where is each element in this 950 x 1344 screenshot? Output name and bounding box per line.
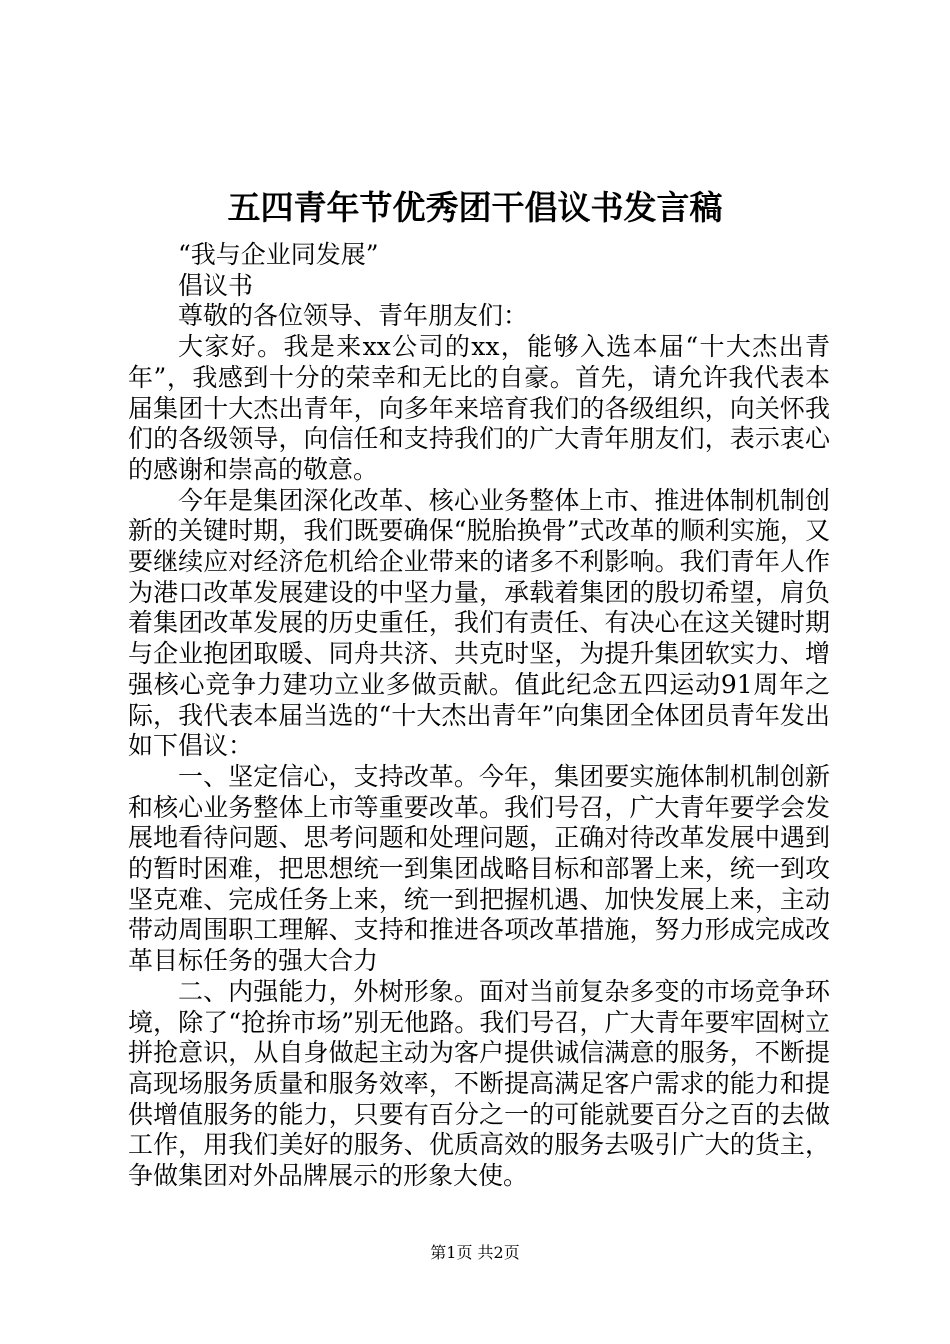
paragraph-heading: 倡议书 <box>178 270 254 300</box>
document-title: 五四青年节优秀团干倡议书发言稿 <box>227 188 723 227</box>
document-body <box>128 240 830 1192</box>
paragraph-proposal-one: 一、坚定信心，支持改革。今年，集团要实施体制机制创新和核心业务整体上市等重要改革。我们号召，广大青年要学会发展地看待问题、思考问题和处理问题，正确对待改革发展中遇到的暂时困难，把思想统一到集团战略目标和部署上来，统一到攻坚克难、完成任务上来，统一到把握机遇、加快发展上来，主动带动周围职工理解、支持和推进各项改革措施，努力形成完成改革目标任务的强大合力 <box>128 761 830 976</box>
paragraph-proposal-two: 二、内强能力，外树形象。面对当前复杂多变的市场竞争环境，除了“抢拚市场”别无他路。我们号召，广大青年要牢固树立拼抢意识，从自身做起主动为客户提供诚信满意的服务，不断提高现场服务质量和服务效率，不断提高满足客户需求的能力和提供增值服务的能力，只要有百分之一的可能就要百分之百的去做工作，用我们美好的服务、优质高效的服务去吸引广大的货主，争做集团对外品牌展示的形象大使。 <box>128 976 830 1191</box>
paragraph-slogan: “我与企业同发展” <box>178 240 379 269</box>
paragraph-greeting: 大家好。我是来xx公司的xx，能够入选本届“十大杰出青年”，我感到十分的荣幸和无比的自豪。首先，请允许我代表本届集团十大杰出青年，向多年来培育我们的各级组织，向关怀我们的各级领导，向信任和支持我们的广大青年朋友们，表示衷心的感谢和崇高的敬意。 <box>128 332 830 484</box>
page-number-footer: 第1页 共2页 <box>430 1243 520 1262</box>
paragraph-background: 今年是集团深化改革、核心业务整体上市、推进体制机制创新的关键时期，我们既要确保“脱胎换骨”式改革的顺利实施，又要继续应对经济危机给企业带来的诸多不利影响。我们青年人作为港口改革发展建设的中坚力量，承载着集团的殷切希望，肩负着集团改革发展的历史重任，我们有责任、有决心在这关键时期与企业抱团取暖、同舟共济、共克时坚，为提升集团软实力、增强核心竞争力建功立业多做贡献。值此纪念五四运动91周年之际，我代表本届当选的“十大杰出青年”向集团全体团员青年发出如下倡议： <box>128 485 830 761</box>
paragraph-salutation: 尊敬的各位领导、青年朋友们： <box>178 301 529 331</box>
